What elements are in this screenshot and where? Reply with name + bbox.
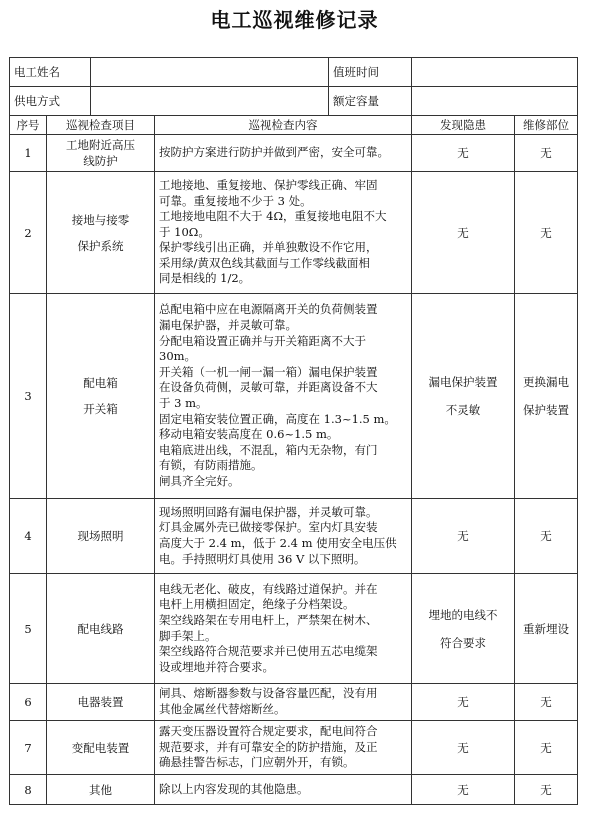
- inspection-item-line: 工地附近高压: [66, 138, 135, 152]
- inspection-item-line: 保护系统: [77, 238, 124, 253]
- inspection-item: [47, 135, 155, 172]
- inspection-content-line: 脚手架上。: [159, 628, 217, 643]
- inspection-content-line: 工地接地、重复接地、保护零线正确、牢固: [159, 177, 378, 192]
- repair-location: [515, 172, 578, 294]
- inspection-item: [47, 294, 155, 499]
- inspection-content-line: 固定电箱安装位置正确，高度在 1.3~1.5 m。: [159, 411, 396, 426]
- repair-location-line: 无: [540, 740, 552, 755]
- records-body: [10, 135, 578, 805]
- table-row: [10, 574, 578, 684]
- inspection-content-line: 现场照明回路有漏电保护器，并灵敏可靠。: [159, 504, 378, 519]
- inspection-item-line: 变配电装置: [71, 740, 130, 755]
- inspection-content-line: 电箱底进出线，不混乱，箱内无杂物，有门: [159, 442, 378, 457]
- repair-location: [515, 775, 578, 805]
- info-row-2: [10, 87, 578, 116]
- inspection-item-line: 电器装置: [77, 695, 124, 709]
- inspection-item-line: 现场照明: [77, 529, 124, 543]
- table-row: [10, 684, 578, 721]
- inspection-content-line: 电线无老化、破皮，有线路过道保护。并在: [159, 581, 378, 596]
- inspection-content: [155, 499, 412, 574]
- found-hazard: [412, 135, 515, 172]
- inspection-item: [47, 499, 155, 574]
- inspection-item-line: 配电线路: [77, 621, 124, 636]
- found-hazard-line: 无: [457, 225, 469, 240]
- table-row: [10, 499, 578, 574]
- inspection-content-line: 漏电保护器，并灵敏可靠。: [159, 318, 297, 333]
- inspection-content: [155, 172, 412, 294]
- repair-location-line: 无: [540, 529, 552, 543]
- header-item: 巡视检查项目: [47, 116, 155, 135]
- repair-location: [515, 721, 578, 775]
- inspection-item-line: 开关箱: [83, 402, 118, 416]
- repair-location-line: 重新埋设: [523, 621, 569, 636]
- repair-location: [515, 499, 578, 574]
- inspection-content-line: 同是相线的 1/2。: [159, 271, 251, 286]
- found-hazard: [412, 172, 515, 294]
- inspection-content-line: 设或埋地并符合要求。: [159, 659, 274, 674]
- inspection-content-line: 在设备负荷侧，灵敏可靠，并距离设备不大: [159, 380, 378, 395]
- inspection-content: [155, 294, 412, 499]
- electrician-name-field[interactable]: [91, 58, 329, 87]
- found-hazard: [412, 684, 515, 721]
- table-row: [10, 775, 578, 805]
- inspection-content-line: 分配电箱设置正确并与开关箱距离不大于: [159, 333, 366, 348]
- inspection-item: [47, 775, 155, 805]
- inspection-content-line: 闸具齐全完好。: [159, 473, 240, 488]
- inspection-content-line: 架空线路架在专用电杆上，严禁架在树木、: [159, 612, 378, 627]
- inspection-content-line: 电杆上用横担固定，绝缘子分档架设。: [159, 597, 355, 612]
- found-hazard: [412, 721, 515, 775]
- row-number: 6: [10, 684, 47, 721]
- inspection-item-line: 线防护: [83, 154, 118, 168]
- electrician-name-label: 电工姓名: [10, 58, 91, 87]
- inspection-content-line: 有锁，有防雨措施。: [159, 458, 263, 473]
- table-row: [10, 294, 578, 499]
- repair-location-line: 无: [540, 782, 552, 797]
- inspection-item-line: 配电箱: [83, 376, 118, 390]
- inspection-item: [47, 172, 155, 294]
- inspection-content: [155, 684, 412, 721]
- inspection-content-line: 开关箱（一机一闸一漏一箱）漏电保护装置: [159, 364, 378, 379]
- found-hazard-line: 漏电保护装置: [428, 375, 498, 389]
- inspection-item-line: 接地与接零: [71, 212, 130, 227]
- inspection-item: [47, 574, 155, 684]
- inspection-content-line: 规范要求，并有可靠安全的防护措施，及正: [159, 739, 378, 754]
- info-row-1: [10, 58, 578, 87]
- repair-location-line: 保护装置: [523, 403, 569, 417]
- header-repair: 维修部位: [515, 116, 578, 135]
- inspection-content-line: 确悬挂警告标志，门应朝外开，有锁。: [159, 755, 355, 770]
- inspection-content-line: 其他金属丝代替熔断丝。: [159, 702, 286, 716]
- table-row: [10, 172, 578, 294]
- inspection-content: [155, 574, 412, 684]
- inspection-content-line: 于 10Ω。: [159, 224, 210, 239]
- found-hazard-line: 埋地的电线不: [428, 607, 498, 622]
- row-number: 7: [10, 721, 47, 775]
- repair-location: [515, 135, 578, 172]
- inspection-content-line: 于 3 m。: [159, 396, 208, 410]
- inspection-content-line: 采用绿/黄双色线其截面与工作零线截面相: [159, 255, 370, 270]
- inspection-item-line: 其他: [89, 782, 112, 797]
- inspection-content-line: 移动电箱安装高度在 0.6~1.5 m。: [159, 427, 339, 442]
- found-hazard-line: 符合要求: [440, 635, 486, 650]
- inspection-content-line: 工地接地电阻不大于 4Ω，重复接地电阻不大: [159, 209, 387, 224]
- found-hazard-line: 无: [457, 695, 469, 709]
- duty-time-label: 值班时间: [329, 58, 412, 87]
- found-hazard: [412, 775, 515, 805]
- inspection-content-line: 架空线路符合规范要求并已使用五芯电缆架: [159, 644, 378, 659]
- header-no: 序号: [10, 116, 47, 135]
- inspection-content-line: 保护零线引出正确，并单独敷设不作它用，: [159, 240, 378, 255]
- inspection-content-line: 按防护方案进行防护并做到严密，安全可靠。: [159, 145, 389, 160]
- inspection-content-line: 总配电箱中应在电源隔离开关的负荷侧装置: [159, 302, 378, 317]
- found-hazard-line: 无: [457, 529, 469, 543]
- header-content: 巡视检查内容: [155, 116, 412, 135]
- inspection-content: [155, 135, 412, 172]
- row-number: 4: [10, 499, 47, 574]
- rated-capacity-label: 额定容量: [329, 87, 412, 116]
- found-hazard: [412, 574, 515, 684]
- header-hazard: 发现隐患: [412, 116, 515, 135]
- inspection-content-line: 电。手持照明灯具使用 36 V 以下照明。: [159, 551, 366, 566]
- inspection-content-line: 可靠。重复接地不少于 3 处。: [159, 193, 312, 208]
- page-title: 电工巡视维修记录: [210, 8, 379, 32]
- inspection-content-line: 灯具金属外壳已做接零保护。室内灯具安装: [159, 520, 378, 535]
- inspection-content-line: 高度大于 2.4 m，低于 2.4 m 使用安全电压供: [159, 536, 397, 550]
- repair-location-line: 无: [540, 146, 552, 160]
- power-supply-mode-label: 供电方式: [10, 87, 91, 116]
- inspection-content: [155, 721, 412, 775]
- found-hazard-line: 不灵敏: [445, 403, 481, 417]
- inspection-record-table: [9, 57, 578, 805]
- row-number: 8: [10, 775, 47, 805]
- inspection-content: [155, 775, 412, 805]
- row-number: 1: [10, 135, 47, 172]
- repair-location: [515, 684, 578, 721]
- inspection-content-line: 露天变压器设置符合规定要求，配电间符合: [159, 724, 378, 739]
- row-number: 3: [10, 294, 47, 499]
- inspection-content-line: 除以上内容发现的其他隐患。: [159, 781, 309, 796]
- found-hazard-line: 无: [457, 782, 469, 797]
- power-supply-mode-field[interactable]: [91, 87, 329, 116]
- found-hazard-line: 无: [457, 146, 469, 160]
- repair-location-line: 无: [540, 695, 552, 709]
- inspection-content-line: 闸具、熔断器参数与设备容量匹配，没有用: [159, 686, 378, 701]
- found-hazard-line: 无: [457, 740, 469, 755]
- inspection-content-line: 30m。: [159, 349, 197, 364]
- inspection-item: [47, 721, 155, 775]
- found-hazard: [412, 294, 515, 499]
- repair-location-line: 无: [540, 225, 552, 240]
- repair-location: [515, 574, 578, 684]
- table-header-row: [10, 116, 578, 135]
- table-row: [10, 135, 578, 172]
- row-number: 2: [10, 172, 47, 294]
- row-number: 5: [10, 574, 47, 684]
- found-hazard: [412, 499, 515, 574]
- duty-time-field[interactable]: [412, 58, 578, 87]
- inspection-item: [47, 684, 155, 721]
- repair-location-line: 更换漏电: [523, 375, 569, 389]
- repair-location: [515, 294, 578, 499]
- table-row: [10, 721, 578, 775]
- rated-capacity-field[interactable]: [412, 87, 578, 116]
